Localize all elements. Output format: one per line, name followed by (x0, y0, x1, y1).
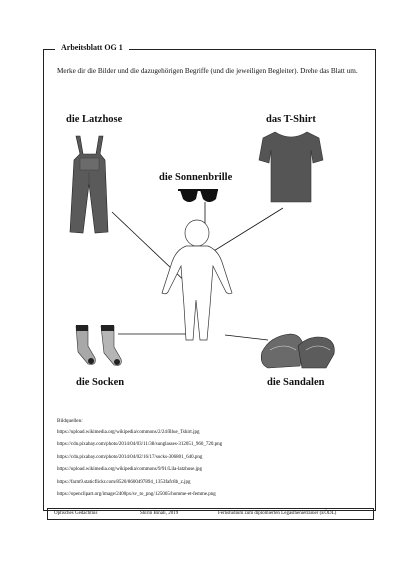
person-outline-icon (162, 220, 232, 340)
source-link[interactable]: https://cdn.pixabay.com/photo/2014/04/02/16/17/socks-306801_640.png (57, 455, 203, 460)
sunglasses-icon (178, 190, 218, 202)
worksheet-title: Arbeitsblatt OG 1 (55, 43, 129, 52)
label-latzhose: die Latzhose (66, 114, 123, 125)
source-link[interactable]: https://upload.wikimedia.org/wikipedia/commons/9/91/Lila-latzhose.jpg (57, 467, 203, 472)
label-sandalen: die Sandalen (267, 377, 325, 388)
label-tshirt: das T-Shirt (266, 114, 316, 125)
source-link[interactable]: https://cdn.pixabay.com/photo/2014/04/03/11/38/sunglasses-312051_960_720.png (57, 442, 223, 447)
label-sonnenbrille: die Sonnenbrille (159, 172, 233, 183)
footer-right: Fernstudium zum diplomierten Legasthenietrainer (EÖDL) (218, 511, 337, 516)
footer-center: Shirin Binali, 2019 (140, 511, 179, 516)
sandals-icon (261, 334, 334, 368)
tshirt-icon (259, 132, 323, 202)
label-socken: die Socken (76, 377, 125, 388)
overalls-icon (70, 136, 108, 233)
footer-left: Optisches Gedächtnis (54, 511, 98, 516)
source-link[interactable]: https://farm9.staticflickr.com/8520/8600497894_1353fafc8b_z.jpg (57, 480, 191, 485)
instructions: Merke dir die Bilder und die dazugehörigen Begriffe (und die jeweiligen Begleiter). Drehe das Blatt um. (57, 67, 358, 75)
socks-icon (76, 325, 121, 365)
sources-heading: Bildquellen: (57, 418, 83, 424)
source-link[interactable]: https://upload.wikimedia.org/wikipedia/commons/2/24/Blue_Tshirt.jpg (57, 430, 200, 435)
footer (47, 508, 374, 520)
source-link[interactable]: https://openclipart.org/image/2400px/sv_to_png/125065/homme-et-femme.png (57, 492, 216, 497)
